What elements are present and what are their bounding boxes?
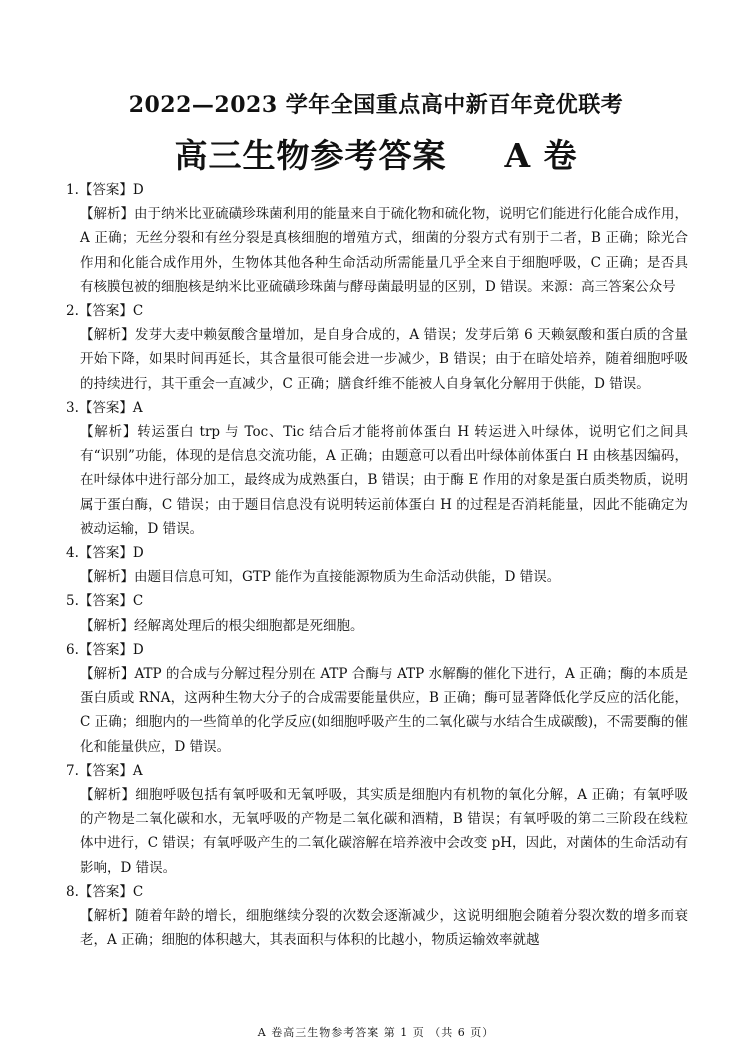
subject-title: 高三生物参考答案 bbox=[174, 136, 447, 175]
question-item bbox=[66, 178, 688, 299]
answer-line: 1.【答案】D bbox=[66, 182, 144, 198]
answer-line: 3.【答案】A bbox=[66, 399, 143, 416]
page-title bbox=[0, 130, 752, 177]
answer-line: 5.【答案】C bbox=[66, 593, 144, 610]
question-item bbox=[66, 589, 688, 637]
question-item bbox=[66, 299, 688, 396]
explanation-text: 【解析】转运蛋白 trp 与 Toc、Tic 结合后才能将前体蛋白 H 转运进入叶绿体，说明它们之间具有“识别”功能，体现的是信息交流功能，A 正确；由题意可以看出叶绿体前体蛋白 H 由核基因编码，在叶绿体中进行部分加工，最终成为成熟蛋白，B 错误；由于酶 E 作用的对象是蛋白质类物质，说明属于蛋白酶，C 错误；由于题目信息没有说明转运前体蛋白 H 的过程是否消耗能量，因此不能确定为被动运输，D 错误。 bbox=[80, 424, 688, 537]
explanation-text: 【解析】由于纳米比亚硫磺珍珠菌利用的能量来自于硫化物和硫化物，说明它们能进行化能合成作用，A 正确；无丝分裂和有丝分裂是真核细胞的增殖方式，细菌的分裂方式有别于二者，B 正确；除光合作用和化能合成作用外，生物体其他各种生命活动所需能量几乎全来自于细胞呼吸，C 正确；是否具有核膜包被的细胞核是纳米比亚硫磺珍珠菌与酵母菌最明显的区别，D 错误。来源：高三答案公众号 bbox=[80, 206, 688, 295]
volume-label: A 卷 bbox=[504, 136, 578, 175]
answer-line: 8.【答案】C bbox=[66, 883, 144, 900]
explanation-text: 【解析】发芽大麦中赖氨酸含量增加，是自身合成的，A 错误；发芽后第 6 天赖氨酸和蛋白质的含量开始下降，如果时间再延长，其含量很可能会进一步减少，B 错误；由于在暗处培养，随着细胞呼吸的持续进行，其干重会一直减少，C 正确；膳食纤维不能被人自身氧化分解用于供能，D 错误。 bbox=[80, 327, 688, 392]
explanation-text: 【解析】随着年龄的增长，细胞继续分裂的次数会逐渐减少，这说明细胞会随着分裂次数的增多而衰老，A 正确；细胞的体积越大，其表面积与体积的比越小，物质运输效率就越 bbox=[80, 908, 688, 949]
question-item bbox=[66, 396, 688, 541]
explanation-text: 【解析】ATP 的合成与分解过程分别在 ATP 合酶与 ATP 水解酶的催化下进行，A 正确；酶的本质是蛋白质或 RNA，这两种生物大分子的合成需要能量供应，B 正确；酶可显著降低化学反应的活化能，C 正确；细胞内的一些简单的化学反应(如细胞呼吸产生的二氧化碳与水结合生成碳酸)，不需要酶的催化和能量供应，D 错误。 bbox=[80, 666, 688, 755]
explanation-text: 【解析】经解离处理后的根尖细胞都是死细胞。 bbox=[80, 617, 364, 634]
question-item bbox=[66, 759, 688, 880]
question-item bbox=[66, 638, 688, 759]
question-item bbox=[66, 541, 688, 589]
explanation-text: 【解析】细胞呼吸包括有氧呼吸和无氧呼吸，其实质是细胞内有机物的氧化分解，A 正确；有氧呼吸的产物是二氧化碳和水，无氧呼吸的产物是二氧化碳和酒精，B 错误；有氧呼吸的第二三阶段在线粒体中进行，C 错误；有氧呼吸产生的二氧化碳溶解在培养液中会改变 pH，因此，对菌体的生命活动有影响，D 错误。 bbox=[80, 787, 688, 876]
page-footer: A 卷高三生物参考答案 第 1 页 （共 6 页） bbox=[257, 1026, 495, 1039]
answer-line: 6.【答案】D bbox=[66, 641, 144, 658]
answer-line: 7.【答案】A bbox=[66, 762, 143, 779]
explanation-text: 【解析】由题目信息可知，GTP 能作为直接能源物质为生命活动供能，D 错误。 bbox=[80, 569, 561, 586]
exam-title: 2022—2023 学年全国重点高中新百年竞优联考 bbox=[128, 92, 624, 118]
answer-line: 2.【答案】C bbox=[66, 303, 144, 320]
answer-list bbox=[66, 178, 688, 953]
question-item bbox=[66, 880, 688, 953]
answer-line: 4.【答案】D bbox=[66, 545, 144, 562]
